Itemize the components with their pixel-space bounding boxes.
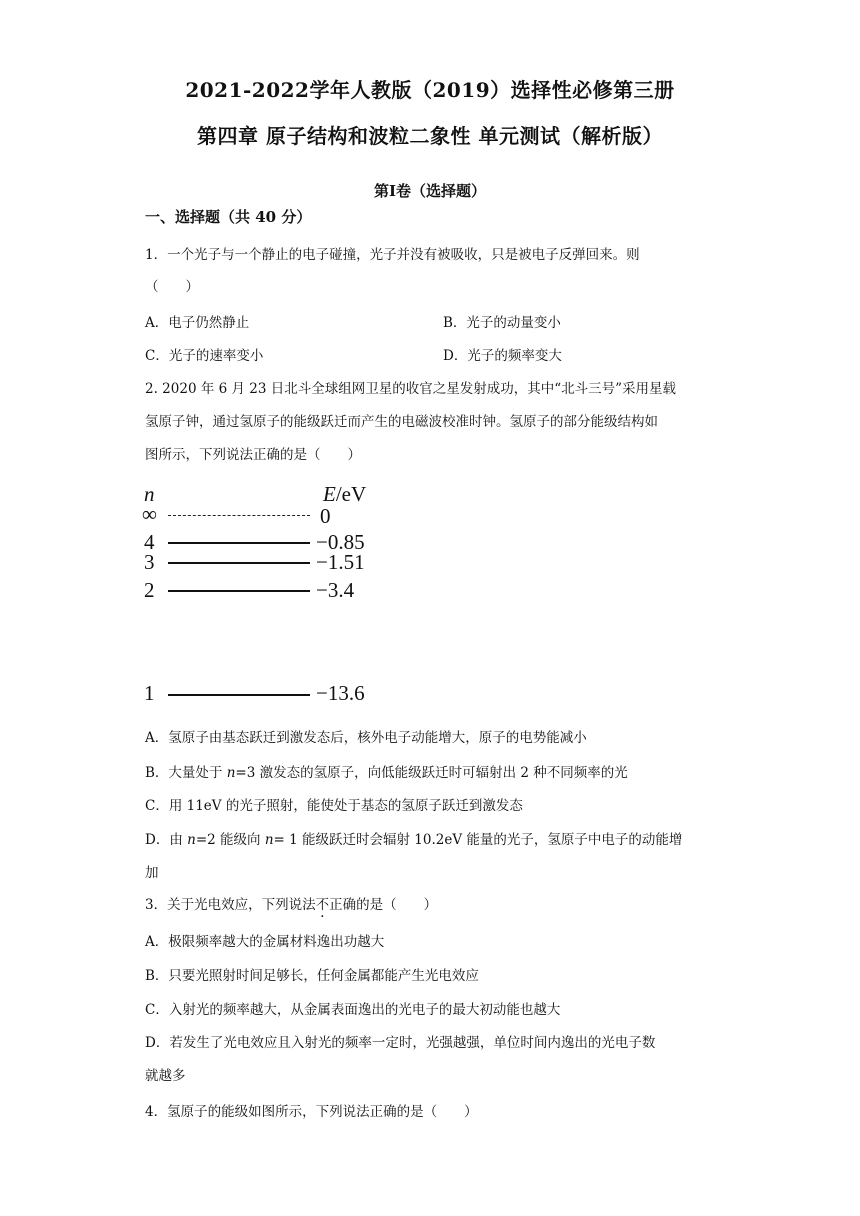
section-heading: 一、选择题（共 40 分）: [145, 208, 312, 226]
q1-paren: （ ）: [145, 279, 199, 295]
title-line-2: 第四章 原子结构和波粒二象性 单元测试（解析版）: [197, 124, 663, 148]
q1-stem: 1．一个光子与一个静止的电子碰撞，光子并没有被吸收，只是被电子反弹回来。则: [145, 247, 640, 263]
level-3-line: [168, 562, 310, 564]
level-1-line: [168, 694, 310, 696]
q2-option-d-line2: 加: [145, 865, 159, 881]
volume-heading: 第Ⅰ卷（选择题）: [373, 182, 487, 200]
level-2-line: [168, 590, 310, 592]
level-n-inf-label: ∞: [142, 502, 157, 526]
energy-level-diagram: [140, 478, 380, 708]
q2-option-a: A．氢原子由基态跃迁到激发态后，核外电子动能增大，原子的电势能减小: [145, 730, 587, 746]
level-inf-energy: 0: [320, 504, 331, 528]
q2-option-d: D．由 n=2 能级向 n= 1 能级跃迁时会辐射 10.2eV 能量的光子，氢原子中电子的动能增: [145, 832, 683, 848]
q3-option-b: B．只要光照射时间足够长，任何金属都能产生光电效应: [145, 968, 479, 984]
level-1-energy: −13.6: [316, 681, 365, 705]
q1-option-c: C．光子的速率变小: [145, 348, 264, 364]
energy-axis-label: E/eV: [323, 482, 367, 506]
q1-option-a: A．电子仍然静止: [145, 315, 250, 331]
level-2-energy: −3.4: [316, 578, 355, 602]
level-4-label: 4: [144, 530, 155, 554]
q3-stem: 3．关于光电效应，下列说法不正确的是（ ）: [145, 897, 438, 913]
level-1-label: 1: [144, 681, 155, 705]
q2-option-b: B．大量处于 n=3 激发态的氢原子，向低能级跃迁时可辐射出 2 种不同频率的光: [145, 765, 628, 781]
q2-option-c: C．用 11eV 的光子照射，能使处于基态的氢原子跃迁到激发态: [145, 798, 523, 814]
q4-stem: 4．氢原子的能级如图所示，下列说法正确的是（ ）: [145, 1104, 478, 1120]
q2-stem-line3: 图所示，下列说法正确的是（ ）: [145, 447, 361, 463]
q2-stem-line2: 氢原子钟，通过氢原子的能级跃迁而产生的电磁波校准时钟。氢原子的部分能级结构如: [145, 414, 658, 430]
q3-option-d: D．若发生了光电效应且入射光的频率一定时，光强越强，单位时间内逸出的光电子数: [145, 1035, 656, 1051]
level-3-energy: −1.51: [316, 550, 365, 574]
q2-stem-line1: 2. 2020 年 6 月 23 日北斗全球组网卫星的收官之星发射成功，其中“北斗三号”采用星载: [145, 381, 677, 397]
level-4-energy: −0.85: [316, 530, 365, 554]
q1-option-d: D．光子的频率变大: [443, 348, 562, 364]
level-2-label: 2: [144, 578, 155, 602]
level-inf-line: [168, 515, 310, 516]
q3-option-c: C．入射光的频率越大，从金属表面逸出的光电子的最大初动能也越大: [145, 1002, 561, 1018]
q1-option-b: B．光子的动量变小: [443, 315, 561, 331]
q3-option-a: A．极限频率越大的金属材料逸出功越大: [145, 934, 385, 950]
n-axis-label: n: [144, 482, 155, 506]
level-4-line: [168, 542, 310, 544]
title-line-1: 2021-2022学年人教版（2019）选择性必修第三册: [185, 78, 675, 102]
q3-option-d-line2: 就越多: [145, 1068, 186, 1084]
emphasis-not: 不: [315, 897, 330, 913]
level-3-label: 3: [144, 550, 155, 574]
